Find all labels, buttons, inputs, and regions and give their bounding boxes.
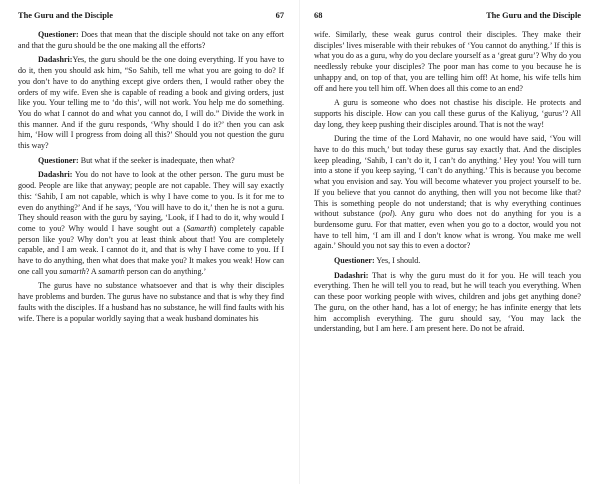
- speaker-label: Dadashri:: [38, 55, 73, 65]
- paragraph: [18, 30, 284, 51]
- right-page: [300, 0, 599, 484]
- paragraph: [18, 170, 284, 277]
- text-segment: person can do anything.’: [124, 266, 207, 276]
- paragraph: [314, 98, 581, 130]
- running-title: The Guru and the Disciple: [18, 11, 113, 20]
- speaker-label: Dadashri:: [334, 270, 369, 280]
- text-segment: A guru is someone who does not chastise his disciple. He protects and supports his disciple. How can you call these gurus of the Kaliyug, ‘gurus’? All day long, they keep pushing their disciples around. That is not the way!: [314, 98, 581, 129]
- text-segment: The gurus have no substance whatsoever and that is why their disciples have problems and burden. The gurus have no substance and that is why they find faults with the disciples. If a husband has no substance, he will find faults with his wife. There is a popular worldly saying that a weak husband dominates his: [18, 281, 284, 323]
- left-page-body: [18, 30, 284, 324]
- paragraph: [18, 55, 284, 151]
- speaker-label: Questioner:: [38, 155, 79, 165]
- text-segment: wife. Similarly, these weak gurus control their disciples. They make their disciples’ lives miserable with their rebukes of ‘You cannot do anything.’ If this is what you do as a guru, why do you declare yourself as a ‘great guru’? Why do you needlessly rebuke your disciples? The poor man has come to you because he is unhappy and, on top of that, you are telling him off! At home, his wife tells him off and here you tell him off. When does all this come to an end?: [314, 30, 581, 93]
- text-segment: ). Any guru who does not do anything for you is a burdensome guru. For that matter, even when you go to a doctor, would you not have to tell him, ‘I am ill and I don’t know what is wrong. You make me well again.’ Should you not say this to even a doctor?: [314, 209, 582, 251]
- running-title: The Guru and the Disciple: [486, 11, 581, 20]
- text-segment: ? A: [85, 266, 99, 276]
- paragraph: [314, 30, 581, 94]
- text-segment: Does that mean that the disciple should not take on any effort and that the guru should be the one making all the efforts?: [18, 30, 284, 50]
- left-page-header: [18, 11, 284, 21]
- paragraph: [314, 256, 581, 267]
- paragraph: [314, 134, 581, 252]
- italic-term: pol: [381, 209, 393, 219]
- speaker-label: Questioner:: [38, 30, 79, 39]
- text-segment: Yes, I should.: [374, 256, 421, 266]
- speaker-label: Questioner:: [334, 256, 375, 266]
- right-page-body: [314, 30, 581, 335]
- italic-term: Samarth: [186, 223, 214, 233]
- italic-term: samarth: [59, 266, 86, 276]
- text-segment: You do not have to look at the other person. The guru must be good. People are like that anyway; people are not capable. They will say exactly this: ‘Sahib, I am not capable, which is why I have come to you. Is it for me to even do anything?’ And if he says, ‘You will have to do it,’ then he is not a guru. They should reason with the guru by saying, ‘Look, if I had to do it, why would I come to you? Why would I have sought out a (: [18, 170, 284, 233]
- text-segment: During the time of the Lord Mahavir, no one would have said, ‘You will have to do this much,’ but today these gurus say exactly that. And the disciples keep pleading, ‘Sahib, I can’t do it, I can’t do anything.’ Hey you! You will turn into a stone if you keep saying, ‘I can’t do anything.’ This is because you become what you envision and say. You will become whatever you project yourself to be. If you believe that you cannot do anything, then will you not become like that? This is something people do not understand; that is why everything continues without substance (: [314, 134, 581, 219]
- paragraph: [314, 271, 581, 335]
- text-segment: ) completely capable person like you? Why don’t you at least think about that! You are completely capable, and I am weak. I cannot do it, and that is why I have come to you. If I have to do anything, then what does that make you? It makes you weak! How can one call you: [18, 223, 284, 276]
- speaker-label: Dadashri:: [38, 170, 73, 180]
- text-segment: But what if the seeker is inadequate, then what?: [78, 155, 235, 165]
- paragraph: [18, 281, 284, 324]
- text-segment: Yes, the guru should be the one doing everything. If you have to do it, then you should ask him, “So Sahib, tell me what you are going to do? If you don’t have to do anything except give orders then, I would rather obey the orders of my wife. Even she is capable of reading a book and giving orders, just like you. Your telling me to ‘do this’, will not work. You help me do something. You do what I cannot do and what you cannot do, I will do.” Divide the work in this manner. And if the guru responds, ‘Why should I do it?’ then you can ask him, ‘How will I progress from doing all this?’ Should you not question the guru this way?: [18, 55, 284, 151]
- page-number: 68: [314, 11, 323, 20]
- italic-term: samarth: [98, 266, 125, 276]
- page-number: 67: [275, 11, 284, 20]
- text-segment: That is why the guru must do it for you. He will teach you everything. Then he will tell you to read, but he will teach you everything. When can these poor working people with wives, children and jobs get anything done? The guru, on the other hand, has a lot of energy; he has infinite energy that lets him accomplish everything. The guru should say, ‘You may lack the understanding, but I am here. I am present here. Do not be afraid.: [314, 270, 581, 334]
- paragraph: [18, 156, 284, 167]
- right-page-header: [314, 11, 581, 21]
